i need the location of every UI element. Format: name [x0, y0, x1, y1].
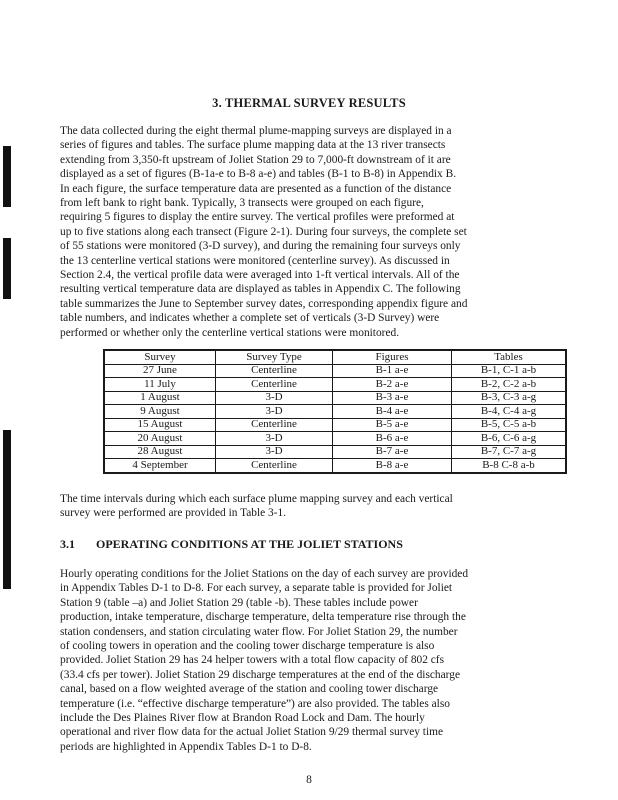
cell-tables: B-2, C-2 a-b: [452, 378, 567, 392]
cell-survey: 11 July: [104, 378, 216, 392]
intro-line: extending from 3,350-ft upstream of Joliet Station 29 to 7,000-ft downstream of it are: [60, 153, 451, 166]
cell-figures: B-1 a-e: [333, 364, 452, 378]
column-header-tables: Tables: [452, 350, 567, 364]
intro-line: In each figure, the surface temperature data are presented as a function of the distance: [60, 182, 452, 195]
table-row: [104, 445, 566, 459]
table-row: [104, 432, 566, 446]
cell-survey: 20 August: [104, 432, 216, 446]
cell-tables: B-6, C-6 a-g: [452, 432, 567, 446]
cell-figures: B-2 a-e: [333, 378, 452, 392]
time-intervals-paragraph: [60, 492, 560, 521]
paragraph-line: The time intervals during which each surface plume mapping survey and each vertical: [60, 493, 453, 505]
cell-figures: B-7 a-e: [333, 445, 452, 459]
intro-line: displayed as a set of figures (B-1a-e to B-8 a-e) and tables (B-1 to B-8) in Appendix B.: [60, 168, 457, 181]
cell-figures: B-8 a-e: [333, 459, 452, 473]
column-header-figures: Figures: [333, 350, 452, 364]
cell-survey: 28 August: [104, 445, 216, 459]
cell-survey: 1 August: [104, 391, 216, 405]
paragraph-line: station condensers, and station circulating water flow. For Joliet Station 29, the number: [60, 625, 458, 638]
intro-line: resulting vertical temperature data are displayed as tables in Appendix C. The following: [60, 283, 461, 296]
cell-survey-type: Centerline: [216, 459, 333, 473]
table-row: [104, 418, 566, 432]
cell-survey-type: Centerline: [216, 378, 333, 392]
cell-survey: 9 August: [104, 405, 216, 419]
table-row: [104, 459, 566, 473]
paragraph-line: Station 9 (table –a) and Joliet Station 29 (table -b). These tables include power: [60, 596, 418, 609]
cell-figures: B-3 a-e: [333, 391, 452, 405]
cell-survey-type: 3-D: [216, 391, 333, 405]
table-row: [104, 364, 566, 378]
intro-line: requiring 5 figures to display the entire survey. The vertical profiles were preformed at: [60, 211, 455, 224]
intro-line: The data collected during the eight thermal plume-mapping surveys are displayed in a: [60, 125, 452, 137]
intro-line: series of figures and tables. The surface plume mapping data at the 13 river transects: [60, 139, 446, 152]
cell-survey-type: 3-D: [216, 405, 333, 419]
subsection-number: 3.1: [60, 537, 75, 551]
cell-tables: B-7, C-7 a-g: [452, 445, 567, 459]
paragraph-line: (33.4 cfs per tower). Joliet Station 29 discharge temperatures at the end of the discharge: [60, 668, 461, 681]
page-number: 8: [306, 774, 312, 786]
cell-tables: B-4, C-4 a-g: [452, 405, 567, 419]
paragraph-line: production, intake temperature, discharge temperature, delta temperature rise through the: [60, 611, 466, 624]
intro-line: table summarizes the June to September survey dates, corresponding appendix figure and: [60, 297, 468, 310]
table-row: [104, 378, 566, 392]
cell-survey: 4 September: [104, 459, 216, 473]
cell-tables: B-3, C-3 a-g: [452, 391, 567, 405]
paragraph-line: periods are highlighted in Appendix Tables D-1 to D-8.: [60, 740, 312, 753]
cell-figures: B-4 a-e: [333, 405, 452, 419]
operating-conditions-paragraph: [60, 567, 560, 754]
cell-survey-type: Centerline: [216, 364, 333, 378]
survey-summary-table: [103, 349, 567, 474]
cell-survey-type: Centerline: [216, 418, 333, 432]
cell-survey: 15 August: [104, 418, 216, 432]
cell-survey-type: 3-D: [216, 432, 333, 446]
section-heading: 3. THERMAL SURVEY RESULTS: [212, 96, 406, 110]
column-header-survey: Survey: [104, 350, 216, 364]
intro-line: the 13 centerline vertical stations were monitored (centerline survey). As discussed in: [60, 254, 450, 267]
paragraph-line: of cooling towers in operation and the cooling tower discharge temperature is also: [60, 640, 435, 653]
intro-line: up to five stations along each transect (Figure 2-1). During four surveys, the complete set: [60, 225, 467, 238]
column-header-survey-type: Survey Type: [216, 350, 333, 364]
cell-survey-type: 3-D: [216, 445, 333, 459]
intro-line: from left bank to right bank. Typically, 3 transects were grouped on each figure,: [60, 197, 424, 210]
scan-edge-bar-1: [3, 146, 11, 207]
paragraph-line: survey were performed are provided in Table 3-1.: [60, 507, 287, 520]
cell-tables: B-1, C-1 a-b: [452, 364, 567, 378]
cell-figures: B-5 a-e: [333, 418, 452, 432]
cell-survey: 27 June: [104, 364, 216, 378]
intro-line: performed or whether only the centerline vertical stations were monitored.: [60, 326, 400, 339]
subsection-title: OPERATING CONDITIONS AT THE JOLIET STATIONS: [96, 537, 403, 551]
table-row: [104, 391, 566, 405]
cell-tables: B-5, C-5 a-b: [452, 418, 567, 432]
cell-figures: B-6 a-e: [333, 432, 452, 446]
intro-line: Section 2.4, the vertical profile data were averaged into 1-ft vertical intervals. All of the: [60, 269, 460, 282]
cell-tables: B-8 C-8 a-b: [452, 459, 567, 473]
scan-edge-bar-3: [3, 430, 11, 589]
paragraph-line: include the Des Plaines River flow at Brandon Road Lock and Dam. The hourly: [60, 712, 425, 725]
paragraph-line: Hourly operating conditions for the Joliet Stations on the day of each survey are provided: [60, 568, 469, 580]
intro-paragraph: [60, 124, 560, 340]
table-row: [104, 405, 566, 419]
paragraph-line: temperature (i.e. “effective discharge temperature”) are also provided. The tables also: [60, 697, 450, 710]
scan-edge-bar-2: [3, 238, 11, 299]
paragraph-line: provided. Joliet Station 29 has 24 helper towers with a total flow capacity of 802 cfs: [60, 654, 445, 667]
table-header-row: [104, 350, 566, 364]
subsection-heading: [60, 537, 403, 552]
paragraph-line: canal, based on a flow weighted average of the station and cooling tower discharge: [60, 683, 439, 696]
intro-line: of 55 stations were monitored (3-D survey), and during the remaining four surveys only: [60, 240, 461, 253]
intro-line: table numbers, and indicates whether a complete set of verticals (3-D Survey) were: [60, 312, 440, 325]
paragraph-line: in Appendix Tables D-1 to D-8. For each survey, a separate table is provided for Joliet: [60, 582, 453, 595]
paragraph-line: operational and river flow data for the actual Joliet Station 9/29 thermal survey time: [60, 726, 444, 739]
